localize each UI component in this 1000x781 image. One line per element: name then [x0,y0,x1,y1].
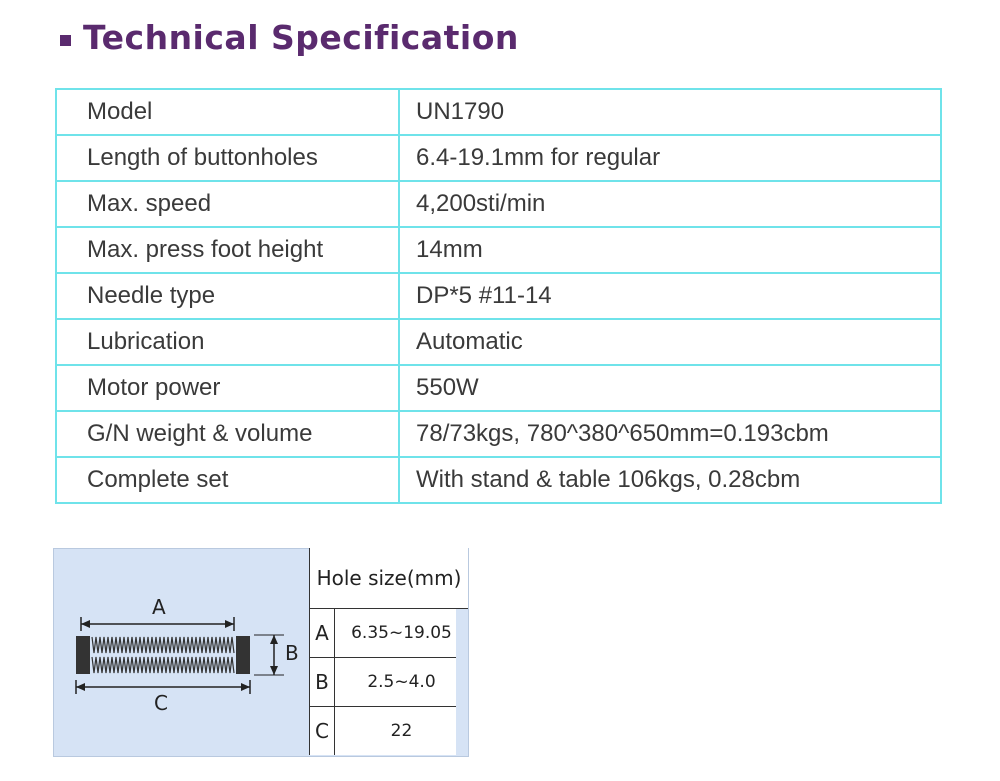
table-row [56,411,941,457]
spec-value: UN1790 [399,89,941,135]
spec-value: 6.4-19.1mm for regular [399,135,941,181]
zigzag-stitches [92,637,234,673]
table-row [56,457,941,503]
spec-key: Model [56,89,399,135]
hole-size-label: B [310,658,335,706]
hole-size-header: Hole size(mm) [310,548,468,609]
spec-value: DP*5 #11-14 [399,273,941,319]
spec-key: Needle type [56,273,399,319]
hole-size-table [309,548,468,755]
hole-size-value: 2.5~4.0 [367,672,436,692]
table-row [56,181,941,227]
square-bullet-icon [60,35,71,46]
spec-key: Complete set [56,457,399,503]
table-edge-shade [456,609,468,755]
spec-value: 14mm [399,227,941,273]
dimension-label-c: C [154,691,168,715]
table-row [56,135,941,181]
table-row [310,609,468,658]
spec-value: 550W [399,365,941,411]
dimension-label-b: B [285,641,299,665]
spec-key: Max. speed [56,181,399,227]
table-row [56,365,941,411]
spec-table [55,88,942,504]
spec-key: Max. press foot height [56,227,399,273]
table-row [310,658,468,707]
section-heading [60,18,519,57]
dimension-label-a: A [152,595,166,619]
spec-value: Automatic [399,319,941,365]
hole-size-value: 6.35~19.05 [351,623,452,643]
spec-key: G/N weight & volume [56,411,399,457]
table-row [56,273,941,319]
table-row [56,89,941,135]
table-row [56,227,941,273]
hole-size-value: 22 [390,721,413,741]
spec-key: Lubrication [56,319,399,365]
spec-key: Motor power [56,365,399,411]
spec-key: Length of buttonholes [56,135,399,181]
table-row [310,707,468,755]
hole-size-label: C [310,707,335,755]
hole-size-label: A [310,609,335,657]
spec-value: With stand & table 106kgs, 0.28cbm [399,457,941,503]
buttonhole-drawing [54,549,310,756]
spec-value: 78/73kgs, 780^380^650mm=0.193cbm [399,411,941,457]
page-title: Technical Specification [83,18,519,57]
table-row [56,319,941,365]
spec-value: 4,200sti/min [399,181,941,227]
